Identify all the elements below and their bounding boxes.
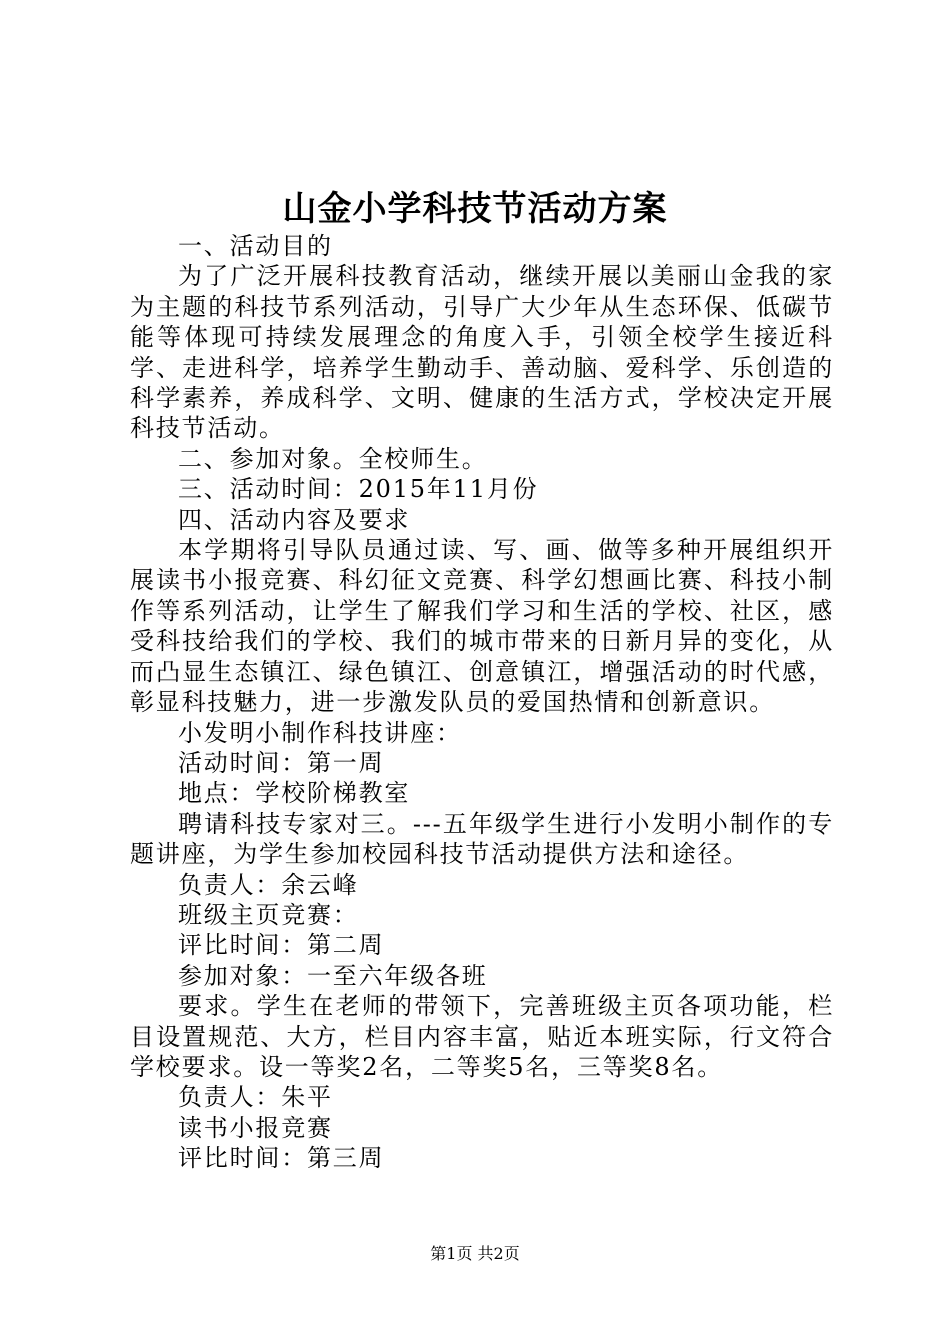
- item-lecture-time: 活动时间：第一周: [178, 748, 385, 777]
- item-newspaper-time: 评比时间：第三周: [178, 1144, 385, 1173]
- item-lecture-owner: 负责人：余云峰: [178, 870, 359, 899]
- section-heading-time: 三、活动时间：2015年11月份: [178, 475, 539, 504]
- item-homepage-title: 班级主页竞赛：: [178, 900, 359, 929]
- section-heading-content: 四、活动内容及要求: [178, 505, 411, 534]
- item-homepage-requirements: 要求。学生在老师的带领下，完善班级主页各项功能，栏目设置规范、大方，栏目内容丰富，贴近本班实际，行文符合学校要求。设一等奖2名，二等奖5名，三等奖8名。: [130, 992, 834, 1081]
- paragraph-content: 本学期将引导队员通过读、写、画、做等多种开展组织开展读书小报竞赛、科幻征文竞赛、科学幻想画比赛、科技小制作等系列活动，让学生了解我们学习和生活的学校、社区，感受科技给我们的学校、我们的城市带来的日新月异的变化，从而凸显生态镇江、绿色镇江、创意镇江，增强活动的时代感，彰显科技魅力，进一步激发队员的爱国热情和创新意识。: [130, 536, 834, 717]
- item-homepage-owner: 负责人：朱平: [178, 1083, 333, 1112]
- document-body: [130, 231, 834, 1174]
- section-heading-participants: 二、参加对象。全校师生。: [178, 444, 488, 473]
- paragraph-purpose: 为了广泛开展科技教育活动，继续开展以美丽山金我的家为主题的科技节系列活动，引导广大少年从生态环保、低碳节能等体现可持续发展理念的角度入手，引领全校学生接近科学、走进科学，培养学生勤动手、善动脑、爱科学、乐创造的科学素养，养成科学、文明、健康的生活方式，学校决定开展科技节活动。: [130, 262, 834, 443]
- item-lecture-location: 地点：学校阶梯教室: [178, 779, 411, 808]
- item-lecture-title: 小发明小制作科技讲座：: [178, 718, 462, 747]
- item-homepage-participants: 参加对象：一至六年级各班: [178, 961, 488, 990]
- page-footer: 第1页 共2页: [430, 1244, 520, 1263]
- item-homepage-time: 评比时间：第二周: [178, 931, 385, 960]
- item-lecture-description: 聘请科技专家对三。---五年级学生进行小发明小制作的专题讲座，为学生参加校园科技节活动提供方法和途径。: [130, 809, 834, 869]
- document-title: 山金小学科技节活动方案: [282, 189, 668, 229]
- item-newspaper-title: 读书小报竞赛: [178, 1113, 333, 1142]
- section-heading-purpose: 一、活动目的: [178, 232, 333, 260]
